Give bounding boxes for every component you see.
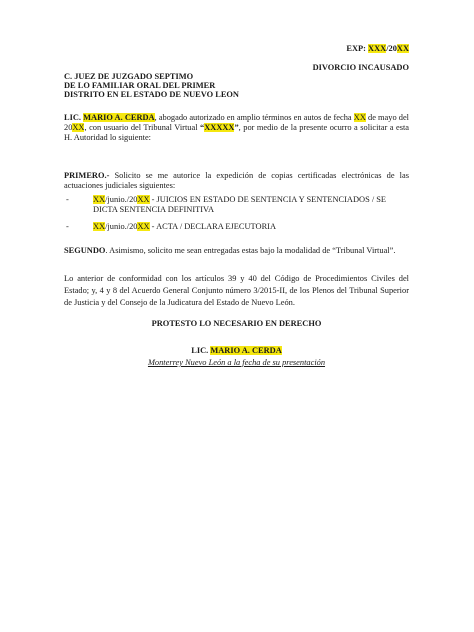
request-list — [66, 195, 409, 232]
addressee-line-2: DE LO FAMILIAR ORAL DEL PRIMER — [64, 81, 216, 90]
expedient-year-placeholder: XX — [396, 44, 409, 53]
primero-paragraph — [64, 171, 409, 191]
intro-paragraph — [64, 113, 409, 143]
request-item — [66, 222, 409, 232]
item-date-mid: /junio./20 — [105, 195, 138, 204]
intro-text-3: , con usuario del Tribunal Virtual — [84, 123, 201, 132]
intro-title: LIC. — [64, 113, 84, 122]
expedient-number — [250, 44, 409, 54]
item-description: - ACTA / DECLARA EJECUTORIA — [149, 222, 276, 231]
protesto-heading: PROTESTO LO NECESARIO EN DERECHO — [151, 319, 322, 328]
intro-day-placeholder: XX — [353, 113, 366, 122]
intro-text-1: , abogado autorizado en amplio términos en autos de fecha — [154, 113, 354, 122]
item-day-placeholder: XX — [93, 222, 106, 231]
user-quote-open: “ — [200, 123, 205, 132]
primero-text: Solicito se me autorice la expedición de copias certificadas electrónicas de las actuaciones judiciales siguientes: — [64, 171, 409, 190]
signature-name: MARIO A. CERDA — [210, 346, 282, 355]
intro-year-placeholder: XX — [72, 123, 85, 132]
expedient-placeholder: XXX — [368, 44, 387, 53]
lawyer-name: MARIO A. CERDA — [83, 113, 155, 122]
intro-text-2: de mayo del 20 — [64, 113, 409, 132]
tribunal-user-placeholder: XXXXX — [204, 123, 235, 132]
item-date-mid: /junio./20 — [105, 222, 138, 231]
item-day-placeholder: XX — [93, 195, 106, 204]
segundo-label: SEGUNDO — [64, 246, 106, 255]
segundo-text: . Asimismo, solicito me sean entregadas estas bajo la modalidad de “Tribunal Virtual”. — [105, 246, 396, 255]
intro-text-4: , por medio de la presente ocurro a solicitar a esta H. Autoridad lo siguiente: — [64, 123, 409, 142]
legal-basis-paragraph: Lo anterior de conformidad con los artículos 39 y 40 del Código de Procedimientos Civiles del Estado; y, 4 y 8 del Acuerdo General Conjunto número 3/2015-II, de los Plenos del Tribunal Superior de Justicia y del Consejo de la Judicatura del Estado de Nuevo León. — [64, 274, 409, 307]
item-description: - JUICIOS EN ESTADO DE SENTENCIA Y SENTENCIADOS / SE DICTA SENTENCIA DEFINITIVA — [93, 195, 387, 214]
signature-line — [64, 346, 409, 356]
addressee-line-3: DISTRITO EN EL ESTADO DE NUEVO LEON — [64, 90, 239, 99]
item-year-placeholder: XX — [137, 222, 150, 231]
addressee-line-1: C. JUEZ DE JUZGADO SEPTIMO — [64, 72, 194, 81]
segundo-paragraph — [64, 246, 409, 256]
place-date-line: Monterrey Nuevo León a la fecha de su presentación — [147, 358, 326, 367]
request-item — [66, 195, 409, 215]
signature-title: LIC. — [191, 346, 211, 355]
primero-label: PRIMERO.- — [64, 171, 110, 180]
list-dash: - — [66, 222, 69, 231]
expedient-separator: /20 — [386, 44, 397, 53]
case-type: DIVORCIO INCAUSADO — [312, 63, 409, 72]
user-quote-close: ” — [234, 123, 239, 132]
list-dash: - — [66, 195, 69, 204]
expedient-prefix: EXP: — [346, 44, 369, 53]
item-year-placeholder: XX — [137, 195, 150, 204]
